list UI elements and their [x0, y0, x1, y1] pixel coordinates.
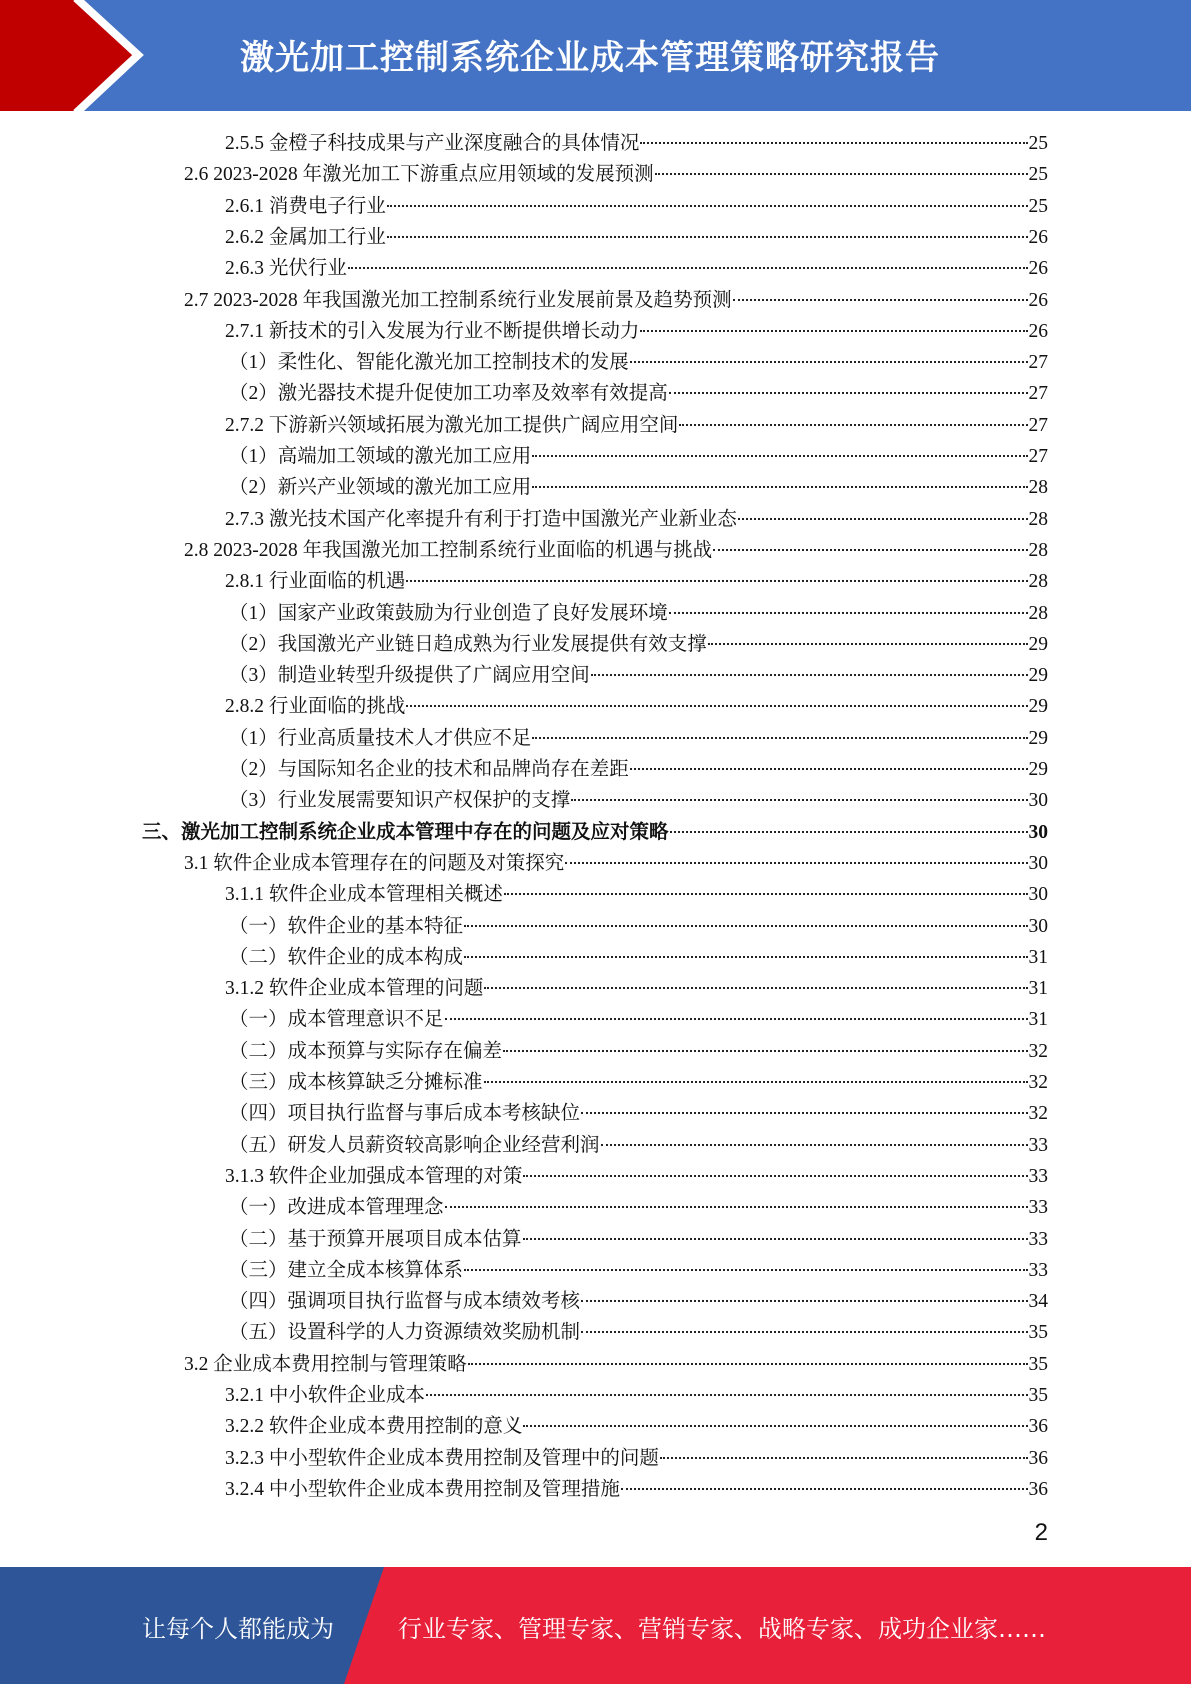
toc-entry[interactable]: [225, 253, 1048, 284]
toc-entry[interactable]: [229, 1224, 1048, 1255]
toc-entry[interactable]: [229, 942, 1048, 973]
toc-entry-label: 3.2.1 中小软件企业成本: [225, 1385, 425, 1406]
toc-entry-label: （1）柔性化、智能化激光加工控制技术的发展: [229, 352, 629, 374]
toc-entry[interactable]: [184, 159, 1048, 190]
toc-leader-dots: [669, 392, 1028, 394]
toc-entry[interactable]: [229, 378, 1048, 409]
toc-entry-page: 25: [1028, 164, 1048, 186]
toc-entry[interactable]: [225, 566, 1048, 597]
toc-entry-label: 2.8 2023-2028 年我国激光加工控制系统行业面临的机遇与挑战: [184, 539, 713, 561]
toc-entry-label: 3.2 企业成本费用控制与管理策略: [184, 1353, 467, 1375]
toc-entry[interactable]: [229, 1255, 1048, 1286]
toc-entry[interactable]: [229, 598, 1048, 629]
toc-entry-label: （二）基于预算开展项目成本估算: [229, 1228, 522, 1250]
toc-entry-page: 35: [1028, 1353, 1048, 1375]
toc-entry[interactable]: [225, 973, 1048, 1004]
toc-leader-dots: [406, 580, 1027, 582]
toc-entry[interactable]: [229, 441, 1048, 472]
page-number: 2: [1034, 1519, 1048, 1546]
toc-entry-label: 3.1.1 软件企业成本管理相关概述: [225, 884, 503, 906]
toc-entry[interactable]: [184, 535, 1048, 566]
toc-entry-label: （二）软件企业的成本构成: [229, 946, 464, 968]
toc-entry[interactable]: [225, 222, 1048, 253]
toc-entry-page: 33: [1028, 1228, 1048, 1250]
toc-entry[interactable]: [184, 1349, 1048, 1380]
toc-entry-page: 28: [1028, 477, 1048, 499]
report-title: 激光加工控制系统企业成本管理策略研究报告: [240, 38, 940, 78]
toc-entry-page: 26: [1028, 258, 1048, 280]
toc-entry-label: 3.1 软件企业成本管理存在的问题及对策探究: [184, 852, 565, 874]
toc-entry-page: 36: [1028, 1447, 1048, 1469]
toc-entry-page: 30: [1028, 790, 1048, 812]
toc-entry[interactable]: [225, 191, 1048, 222]
toc-entry-label: 3.2.4 中小型软件企业成本费用控制及管理措施: [225, 1478, 620, 1500]
toc-entry[interactable]: [225, 879, 1048, 910]
toc-leader-dots: [679, 424, 1027, 426]
toc-entry-page: 30: [1028, 821, 1048, 843]
toc-leader-dots: [532, 455, 1027, 457]
toc-entry[interactable]: [229, 785, 1048, 816]
toc-entry-label: 2.8.2 行业面临的挑战: [225, 696, 406, 718]
toc-entry[interactable]: [229, 1317, 1048, 1348]
toc-leader-dots: [669, 612, 1028, 614]
toc-leader-dots: [738, 518, 1028, 520]
toc-leader-dots: [670, 831, 1028, 833]
toc-entry-page: 27: [1028, 383, 1048, 405]
toc-entry[interactable]: [229, 754, 1048, 785]
toc-entry-page: 30: [1028, 884, 1048, 906]
toc-leader-dots: [464, 1269, 1027, 1271]
toc-leader-dots: [581, 1300, 1027, 1302]
toc-leader-dots: [464, 925, 1027, 927]
toc-entry-label: （2）我国激光产业链日趋成熟为行业发展提供有效支撑: [229, 633, 707, 655]
page-header: [0, 0, 1191, 111]
toc-entry-page: 28: [1028, 539, 1048, 561]
toc-entry-page: 31: [1028, 946, 1048, 968]
toc-leader-dots: [640, 330, 1027, 332]
toc-leader-dots: [591, 674, 1028, 676]
toc-entry-page: 28: [1028, 508, 1048, 530]
toc-entry-label: 2.6 2023-2028 年激光加工下游重点应用领域的发展预测: [184, 164, 654, 186]
toc-entry-page: 26: [1028, 289, 1048, 311]
toc-entry-page: 36: [1028, 1416, 1048, 1438]
toc-entry-label: 2.7.2 下游新兴领域拓展为激光加工提供广阔应用空间: [225, 414, 679, 436]
toc-entry-page: 30: [1028, 915, 1048, 937]
toc-entry-page: 35: [1028, 1322, 1048, 1344]
toc-entry-label: 三、激光加工控制系统企业成本管理中存在的问题及应对策略: [142, 821, 669, 843]
toc-leader-dots: [484, 1081, 1028, 1083]
toc-entry-page: 27: [1028, 414, 1048, 436]
toc-entry-label: 2.5.5 金橙子科技成果与产业深度融合的具体情况: [225, 133, 640, 154]
toc-entry-label: 2.8.1 行业面临的机遇: [225, 571, 406, 593]
toc-entry[interactable]: [225, 691, 1048, 722]
footer-slogan-right: 行业专家、管理专家、营销专家、战略专家、成功企业家……: [398, 1615, 1046, 1643]
toc-entry[interactable]: [225, 1474, 1048, 1505]
toc-entry-label: （一）成本管理意识不足: [229, 1009, 444, 1031]
toc-leader-dots: [581, 1331, 1027, 1333]
toc-leader-dots: [523, 1238, 1028, 1240]
toc-leader-dots: [640, 142, 1027, 144]
toc-entry-label: （2）与国际知名企业的技术和品牌尚存在差距: [229, 759, 629, 780]
toc-entry-page: 32: [1028, 1040, 1048, 1062]
toc-entry-page: 32: [1028, 1103, 1048, 1125]
toc-leader-dots: [708, 643, 1028, 645]
toc-leader-dots: [733, 299, 1028, 301]
toc-leader-dots: [464, 956, 1027, 958]
toc-entry-label: 2.7.3 激光技术国产化率提升有利于打造中国激光产业新业态: [225, 508, 737, 530]
toc-leader-dots: [406, 705, 1027, 707]
toc-entry-page: 29: [1028, 727, 1048, 749]
toc-leader-dots: [713, 549, 1027, 551]
toc-entry[interactable]: [229, 1036, 1048, 1067]
toc-entry-label: （2）新兴产业领域的激光加工应用: [229, 477, 532, 499]
toc-entry-label: （四）强调项目执行监督与成本绩效考核: [229, 1291, 581, 1313]
toc-entry-label: （1）国家产业政策鼓励为行业创造了良好发展环境: [229, 602, 668, 624]
toc-entry-page: 36: [1028, 1478, 1048, 1500]
toc-entry[interactable]: [229, 629, 1048, 660]
toc-leader-dots: [621, 1488, 1028, 1490]
toc-leader-dots: [571, 799, 1027, 801]
toc-entry[interactable]: [229, 660, 1048, 691]
toc-entry-label: （3）制造业转型升级提供了广阔应用空间: [229, 665, 590, 687]
toc-entry[interactable]: [225, 504, 1048, 535]
toc-entry[interactable]: [229, 1004, 1048, 1035]
toc-entry[interactable]: [225, 316, 1048, 347]
toc-entry-label: （1）高端加工领域的激光加工应用: [229, 446, 532, 467]
toc-entry-page: 32: [1028, 1072, 1048, 1093]
toc-entry-label: 3.2.3 中小型软件企业成本费用控制及管理中的问题: [225, 1447, 659, 1469]
toc-leader-dots: [523, 1175, 1027, 1177]
toc-entry-label: （二）成本预算与实际存在偏差: [229, 1040, 503, 1062]
toc-entry[interactable]: [225, 1161, 1048, 1192]
toc-entry[interactable]: [229, 1067, 1048, 1098]
toc-entry[interactable]: [225, 1443, 1048, 1474]
toc-leader-dots: [581, 1112, 1027, 1114]
toc-entry-page: 28: [1028, 602, 1048, 624]
toc-leader-dots: [445, 1206, 1028, 1208]
toc-entry-page: 26: [1028, 320, 1048, 342]
toc-entry-page: 34: [1028, 1291, 1048, 1313]
toc-leader-dots: [503, 1050, 1027, 1052]
toc-entry-label: 3.1.3 软件企业加强成本管理的对策: [225, 1165, 523, 1187]
toc-leader-dots: [565, 862, 1027, 864]
toc-leader-dots: [630, 768, 1028, 770]
toc-entry-page: 28: [1028, 571, 1048, 593]
toc-entry-label: （三）建立全成本核算体系: [229, 1259, 464, 1281]
toc-leader-dots: [387, 205, 1028, 207]
toc-entry-page: 29: [1028, 759, 1048, 780]
toc-entry-label: （五）研发人员薪资较高影响企业经营利润: [229, 1134, 600, 1156]
toc-entry-label: （一）改进成本管理理念: [229, 1197, 444, 1219]
toc-entry-page: 25: [1028, 195, 1048, 217]
toc-entry-label: 2.6.3 光伏行业: [225, 258, 347, 280]
toc-leader-dots: [532, 737, 1027, 739]
toc-entry-page: 31: [1028, 978, 1048, 1000]
toc-leader-dots: [504, 893, 1028, 895]
toc-leader-dots: [445, 1018, 1028, 1020]
toc-entry-page: 29: [1028, 665, 1048, 687]
toc-entry-label: 2.7.1 新技术的引入发展为行业不断提供增长动力: [225, 320, 640, 342]
footer-slogan-left: 让每个人都能成为: [142, 1615, 334, 1643]
toc-entry[interactable]: [229, 911, 1048, 942]
toc-entry-label: （3）行业发展需要知识产权保护的支撑: [229, 790, 571, 812]
toc-entry-label: 3.1.2 软件企业成本管理的问题: [225, 978, 484, 1000]
toc-entry-page: 25: [1028, 133, 1048, 154]
toc-entry-label: 2.6.1 消费电子行业: [225, 195, 386, 217]
toc-entry-page: 31: [1028, 1009, 1048, 1031]
toc-entry-page: 27: [1028, 446, 1048, 467]
toc-entry-page: 29: [1028, 633, 1048, 655]
toc-entry[interactable]: [229, 347, 1048, 378]
toc-entry[interactable]: [184, 285, 1048, 316]
toc-entry[interactable]: [225, 128, 1048, 159]
toc-entry[interactable]: [225, 1411, 1048, 1442]
toc-entry[interactable]: [184, 848, 1048, 879]
toc-entry-label: （2）激光器技术提升促使加工功率及效率有效提高: [229, 383, 668, 405]
page-footer: [0, 1567, 1191, 1684]
toc-entry[interactable]: [229, 1130, 1048, 1161]
toc-leader-dots: [348, 267, 1028, 269]
toc-entry-page: 30: [1028, 852, 1048, 874]
toc-leader-dots: [630, 361, 1028, 363]
toc-entry[interactable]: [142, 817, 1048, 848]
chevron-arrow-icon: [0, 0, 160, 111]
toc-entry-page: 29: [1028, 696, 1048, 718]
toc-entry-label: 2.7 2023-2028 年我国激光加工控制系统行业发展前景及趋势预测: [184, 289, 732, 311]
toc-entry-label: 2.6.2 金属加工行业: [225, 226, 386, 248]
toc-entry-page: 33: [1028, 1259, 1048, 1281]
toc-entry-label: （五）设置科学的人力资源绩效奖励机制: [229, 1322, 581, 1344]
toc-leader-dots: [655, 173, 1028, 175]
toc-entry-page: 26: [1028, 226, 1048, 248]
toc-leader-dots: [387, 236, 1028, 238]
toc-entry-label: （四）项目执行监督与事后成本考核缺位: [229, 1103, 581, 1125]
toc-entry-label: （一）软件企业的基本特征: [229, 915, 464, 937]
toc-entry-page: 33: [1028, 1165, 1048, 1187]
toc-entry[interactable]: [225, 1380, 1048, 1411]
toc-leader-dots: [468, 1363, 1028, 1365]
toc-entry[interactable]: [229, 723, 1048, 754]
toc-entry-label: （三）成本核算缺乏分摊标准: [229, 1072, 483, 1093]
toc-leader-dots: [601, 1144, 1028, 1146]
toc-entry-page: 33: [1028, 1197, 1048, 1219]
toc-entry[interactable]: [229, 1286, 1048, 1317]
toc-leader-dots: [532, 486, 1027, 488]
toc-entry-page: 33: [1028, 1134, 1048, 1156]
toc-entry-page: 27: [1028, 352, 1048, 374]
toc-entry[interactable]: [229, 1098, 1048, 1129]
toc-leader-dots: [426, 1394, 1028, 1396]
toc-leader-dots: [523, 1425, 1027, 1427]
toc-entry[interactable]: [229, 472, 1048, 503]
toc-leader-dots: [484, 987, 1027, 989]
toc-leader-dots: [660, 1457, 1028, 1459]
toc-entry[interactable]: [225, 410, 1048, 441]
toc-entry[interactable]: [229, 1192, 1048, 1223]
toc-entry-label: （1）行业高质量技术人才供应不足: [229, 727, 532, 749]
toc-entry-page: 35: [1028, 1385, 1048, 1406]
toc-entry-label: 3.2.2 软件企业成本费用控制的意义: [225, 1416, 523, 1438]
